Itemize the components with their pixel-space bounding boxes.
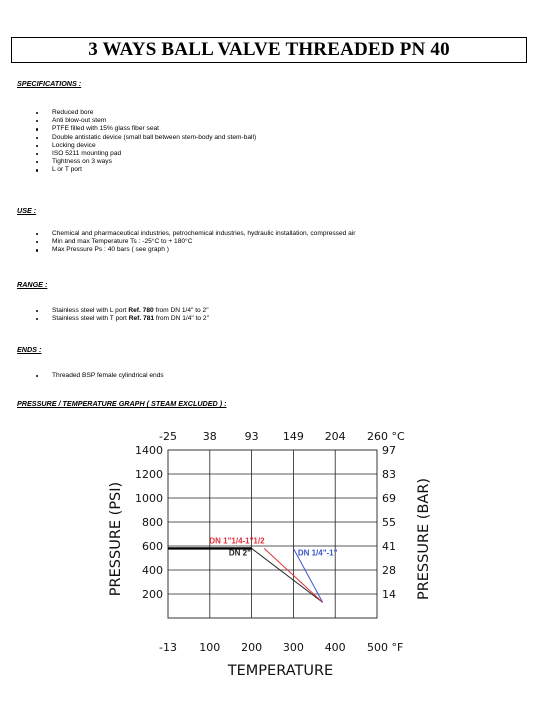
y-right-tick-label: 69	[382, 492, 396, 505]
series-label: DN 1"1/4-1"1/2	[209, 536, 265, 546]
use-item: Max Pressure Ps : 40 bars ( see graph )	[33, 246, 355, 254]
x-top-tick-label: 149	[282, 430, 304, 443]
y-left-tick-label: 200	[142, 588, 163, 601]
range-reference: Ref. 781	[128, 315, 155, 323]
y-left-tick-label: 1400	[135, 444, 163, 457]
ends-item: Threaded BSP female cylindrical ends	[33, 372, 164, 380]
x-bottom-tick-label: 400	[324, 641, 346, 654]
range-item-text: Stainless steel with L port	[52, 307, 129, 314]
specification-item: Double antistatic device (small ball between stem-body and stem-ball)	[33, 134, 256, 142]
specification-item: L or T port	[33, 166, 256, 174]
specifications-heading: SPECIFICATIONS :	[17, 79, 82, 88]
x-bottom-tick-label: 500 °F	[367, 641, 404, 654]
specification-item: Reduced bore	[33, 109, 256, 117]
y-right-tick-label: 55	[382, 516, 396, 529]
y-axis-title-right: PRESSURE (BAR)	[416, 477, 432, 601]
specification-item: PTFE filled with 15% glass fiber seat	[33, 125, 256, 133]
x-top-tick-label: 204	[324, 430, 346, 443]
specification-item: Locking device	[33, 142, 256, 150]
specification-item: Tightness on 3 ways	[33, 158, 256, 166]
y-left-tick-label: 800	[142, 516, 163, 529]
use-item: Min and max Temperature Ts : -25°C to + 180°C	[33, 238, 355, 246]
x-axis-title: TEMPERATURE	[227, 663, 334, 679]
specification-item: ISO 5211 mounting pad	[33, 150, 256, 158]
range-reference: Ref. 780	[128, 307, 154, 314]
series-label: DN 1/4"-1"	[297, 548, 338, 558]
use-item: Chemical and pharmaceutical industries, petrochemical industries, hydraulic installation, compressed air	[33, 230, 355, 238]
y-right-tick-label: 14	[382, 588, 396, 601]
y-left-tick-label: 600	[142, 540, 163, 553]
range-item-text: Stainless steel with T port	[52, 315, 129, 323]
x-bottom-tick-label: 200	[241, 641, 263, 654]
x-top-tick-label: 260 °C	[367, 430, 405, 443]
use-heading: USE :	[17, 206, 37, 215]
y-right-tick-label: 97	[382, 444, 396, 457]
range-heading: RANGE :	[17, 280, 48, 289]
y-left-tick-label: 1000	[135, 492, 163, 505]
graph-labels	[108, 430, 432, 679]
x-top-tick-label: 38	[202, 430, 217, 443]
x-bottom-tick-label: 300	[282, 641, 304, 654]
x-bottom-tick-label: -13	[159, 641, 177, 654]
specification-item: Anti blow-out stem	[33, 117, 256, 125]
y-right-tick-label: 83	[382, 468, 396, 481]
y-left-tick-label: 400	[142, 564, 163, 577]
x-top-tick-label: -25	[159, 430, 177, 443]
x-bottom-tick-label: 100	[199, 641, 221, 654]
range-item-text: from DN 1/4" to 2"	[153, 307, 209, 314]
ends-heading: ENDS :	[17, 345, 42, 354]
y-right-tick-label: 28	[382, 564, 396, 577]
page-title: 3 WAYS BALL VALVE THREADED PN 40	[88, 39, 450, 60]
y-axis-title: PRESSURE (PSI)	[108, 481, 124, 597]
y-left-tick-label: 1200	[135, 468, 163, 481]
y-right-tick-label: 41	[382, 540, 396, 553]
range-item-text: from DN 1/4" to 2"	[154, 315, 209, 323]
plot-frame	[168, 450, 377, 618]
graph-grid	[168, 450, 377, 618]
series-label: DN 2"	[228, 548, 251, 558]
graph-heading: PRESSURE / TEMPERATURE GRAPH ( STEAM EXCLUDED ) :	[17, 399, 227, 408]
x-top-tick-label: 93	[244, 430, 259, 443]
